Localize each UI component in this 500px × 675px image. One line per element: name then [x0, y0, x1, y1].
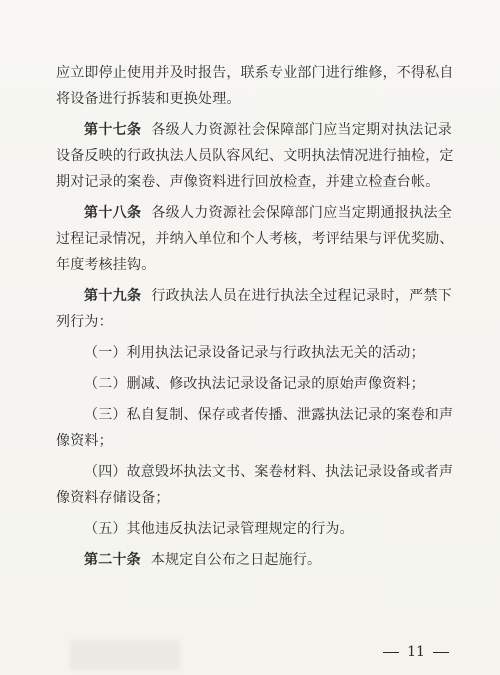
dash-right — [433, 652, 449, 653]
body-line: 期对记录的案卷、声像资料进行回放检查，并建立检查台帐。 — [56, 174, 440, 190]
body-text: 本规定自公布之日起施行。 — [150, 552, 322, 568]
body-text: 各级人力资源社会保障部门应当定期通报执法全 — [151, 205, 452, 221]
body-text: 各级人力资源社会保障部门应当定期对执法记录 — [151, 122, 452, 138]
list-item-5: （五）其他违反执法记录管理规定的行为。 — [84, 521, 354, 537]
list-item-3: （三）私自复制、保存或者传播、泄露执法记录的案卷和声 — [84, 407, 454, 423]
body-line: 像资料存储设备； — [56, 490, 170, 506]
list-item-1: （一）利用执法记录设备记录与行政执法无关的活动； — [84, 345, 425, 361]
body-line: 年度考核挂钩。 — [56, 257, 156, 273]
page-number — [376, 642, 456, 662]
document-body — [56, 60, 452, 573]
article-19-first-line — [56, 283, 452, 309]
list-item-2: （二）删减、修改执法记录设备记录的原始声像资料； — [84, 376, 425, 392]
article-20-line — [56, 547, 452, 573]
list-item-4: （四）故意毁坏执法文书、案卷材料、执法记录设备或者声 — [84, 464, 454, 480]
bleed-through-smudge — [70, 640, 180, 670]
article-17-first-line — [56, 117, 452, 143]
article-17-label: 第十七条 — [84, 122, 142, 138]
article-20-label: 第二十条 — [84, 552, 141, 568]
body-line: 像资料； — [56, 433, 113, 449]
article-18-label: 第十八条 — [84, 205, 142, 221]
article-19-label: 第十九条 — [84, 288, 142, 304]
dash-left — [383, 652, 399, 653]
body-line: 将设备进行拆装和更换处理。 — [56, 91, 241, 107]
body-line: 过程记录情况，并纳入单位和个人考核，考评结果与评优奖励、 — [56, 231, 454, 247]
article-18-first-line — [56, 200, 452, 226]
body-line: 列行为： — [56, 314, 113, 330]
body-line: 应立即停止使用并及时报告，联系专业部门进行维修，不得私自 — [56, 65, 454, 81]
body-text: 行政执法人员在进行执法全过程记录时，严禁下 — [151, 288, 452, 304]
page-number-value: 11 — [407, 644, 425, 660]
body-line: 设备反映的行政执法人员队容风纪、文明执法情况进行抽检，定 — [56, 148, 454, 164]
